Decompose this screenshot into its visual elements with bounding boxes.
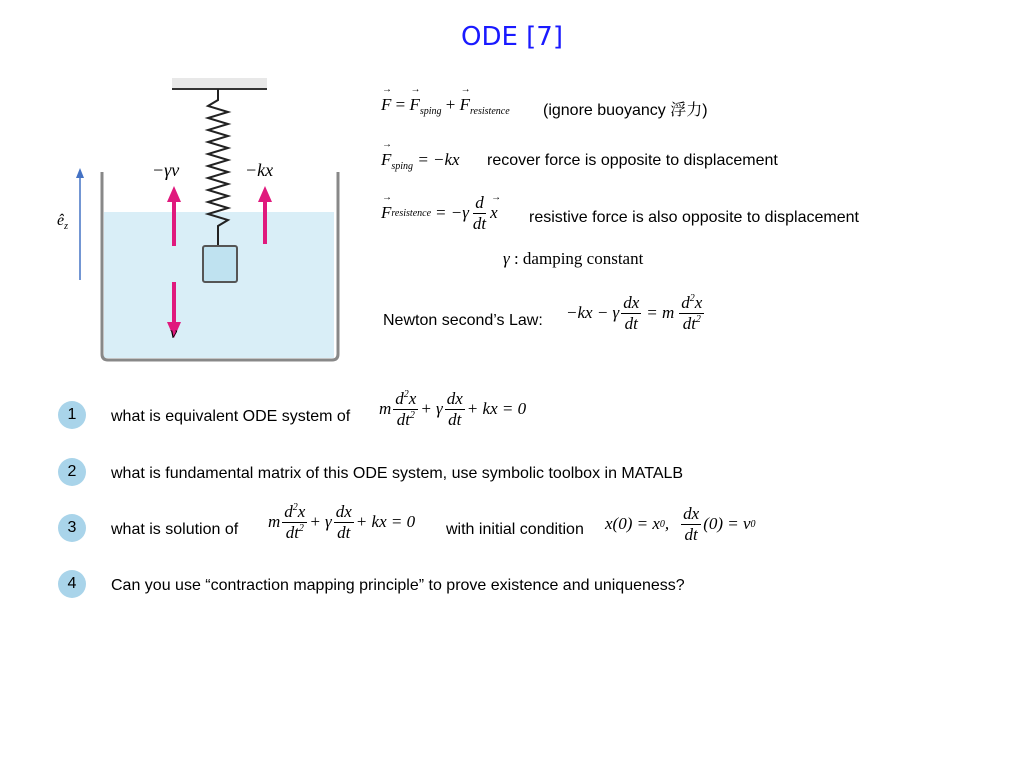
label-gamma-v: −γv bbox=[152, 160, 180, 180]
note-resistance: resistive force is also opposite to displacement bbox=[529, 209, 859, 226]
question-1-text: what is equivalent ODE system of bbox=[111, 408, 351, 425]
question-2-text: what is fundamental matrix of this ODE system, use symbolic toolbox in MATALB bbox=[111, 465, 684, 482]
ode-equation-1: m $\frac{d^2x}{dt^2}$ + γ $\frac{dx}{dt}$ + kx = 0 bbox=[379, 389, 527, 429]
spring-mass-diagram bbox=[60, 70, 360, 370]
ode-equation-3: m $\frac{d^2x}{dt^2}$ + γ $\frac{dx}{dt}$ + kx = 0 bbox=[268, 502, 416, 542]
question-4-badge: 4 bbox=[58, 570, 86, 598]
arrow-up-left bbox=[167, 186, 181, 202]
label-v: v bbox=[170, 325, 178, 342]
eq-spring: → $F_{sping} = -kx$ bbox=[381, 150, 460, 172]
arrow-up-right bbox=[258, 186, 272, 202]
damping-constant: γ : damping constant bbox=[503, 249, 644, 268]
question-3-text2: with initial condition bbox=[446, 521, 584, 538]
eq-force-sum: → F = → $F_{sping}$ + → $F_{resistence}$ bbox=[381, 95, 510, 117]
newton-label: Newton second’s Law: bbox=[383, 312, 543, 329]
question-4-text: Can you use “contraction mapping principle” to prove existence and uniqueness? bbox=[111, 577, 685, 594]
question-3-badge: 3 bbox=[58, 514, 86, 542]
question-1-badge: 1 bbox=[58, 401, 86, 429]
ez-arrow bbox=[76, 168, 84, 178]
note-spring: recover force is opposite to displacement bbox=[487, 152, 778, 169]
eq-resistance: → F resistence = −γ $\frac{d}{dt}$ → x bbox=[381, 194, 498, 233]
note-buoyancy: (ignore buoyancy 浮力) bbox=[543, 102, 708, 119]
label-kx: −kx bbox=[245, 160, 274, 180]
question-2-badge: 2 bbox=[58, 458, 86, 486]
ceiling bbox=[172, 78, 267, 88]
initial-condition: x(0) = x 0 , $\frac{dx}{dt}$ (0) = v 0 bbox=[605, 504, 756, 544]
eq-newton: −kx − γ $\frac{dx}{dt}$ = m $\frac{d^2x}{dt^2}$ bbox=[566, 293, 703, 333]
label-ez: $ê_z$ bbox=[57, 212, 69, 232]
mass-block bbox=[203, 246, 237, 282]
page-title: ODE [7] bbox=[460, 22, 563, 52]
question-3-text: what is solution of bbox=[111, 521, 239, 538]
